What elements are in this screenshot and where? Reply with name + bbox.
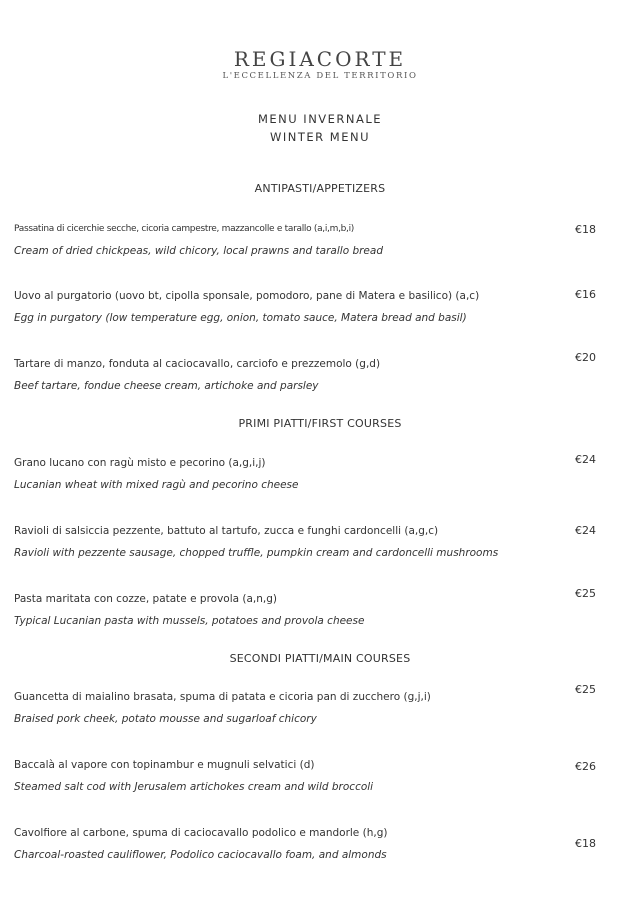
menu-title xyxy=(0,110,640,146)
dish-price: €16 xyxy=(575,288,596,301)
menu-item xyxy=(14,357,574,393)
menu-item xyxy=(14,222,574,258)
dish-price: €18 xyxy=(575,837,596,850)
dish-name-italian: Passatina di cicerchie secche, cicoria campestre, mazzancolle e tarallo (a,i,m,b,i) xyxy=(14,224,355,234)
dish-price: €24 xyxy=(575,453,596,466)
menu-item xyxy=(14,289,574,325)
section-title-main-courses: SECONDI PIATTI/MAIN COURSES xyxy=(229,652,411,665)
dish-name-english: Braised pork cheek, potato mousse and sugarloaf chicory xyxy=(14,713,317,725)
dish-name-italian: Guancetta di maialino brasata, spuma di patata e cicoria pan di zucchero (g,j,i) xyxy=(14,691,431,703)
brand-header xyxy=(0,48,640,82)
dish-name-italian: Baccalà al vapore con topinambur e mugnuli selvatici (d) xyxy=(14,759,315,771)
dish-name-english: Charcoal-roasted cauliflower, Podolico caciocavallo foam, and almonds xyxy=(14,849,387,861)
dish-name-english: Typical Lucanian pasta with mussels, potatoes and provola cheese xyxy=(14,615,365,627)
dish-price: €25 xyxy=(575,683,596,696)
dish-name-english: Egg in purgatory (low temperature egg, onion, tomato sauce, Matera bread and basil) xyxy=(14,312,467,324)
dish-name-italian: Ravioli di salsiccia pezzente, battuto al tartufo, zucca e funghi cardoncelli (a,g,c) xyxy=(14,525,439,537)
menu-title-italian: MENU INVERNALE xyxy=(257,112,383,126)
section-title-appetizers: ANTIPASTI/APPETIZERS xyxy=(254,182,386,195)
dish-name-english: Cream of dried chickpeas, wild chicory, local prawns and tarallo bread xyxy=(14,245,383,257)
dish-name-english: Lucanian wheat with mixed ragù and pecorino cheese xyxy=(14,479,299,491)
menu-title-english: WINTER MENU xyxy=(269,130,370,144)
menu-item xyxy=(14,592,574,628)
menu-item xyxy=(14,456,574,492)
brand-name: REGIACORTE xyxy=(233,47,407,71)
dish-price: €24 xyxy=(575,524,596,537)
dish-price: €20 xyxy=(575,351,596,364)
dish-name-english: Beef tartare, fondue cheese cream, artichoke and parsley xyxy=(14,380,319,392)
dish-name-italian: Grano lucano con ragù misto e pecorino (a,g,i,j) xyxy=(14,457,266,469)
dish-name-italian: Cavolfiore al carbone, spuma di caciocavallo podolico e mandorle (h,g) xyxy=(14,827,388,839)
dish-name-italian: Tartare di manzo, fonduta al caciocavallo, carciofo e prezzemolo (g,d) xyxy=(14,358,381,370)
menu-item xyxy=(14,826,574,862)
dish-price: €26 xyxy=(575,760,596,773)
dish-name-italian: Pasta maritata con cozze, patate e provola (a,n,g) xyxy=(14,593,278,605)
brand-tagline: L'ECCELLENZA DEL TERRITORIO xyxy=(222,71,418,81)
menu-item xyxy=(14,690,574,726)
dish-name-english: Ravioli with pezzente sausage, chopped truffle, pumpkin cream and cardoncelli mushrooms xyxy=(14,547,499,559)
menu-item xyxy=(14,758,574,794)
section-title-first-courses: PRIMI PIATTI/FIRST COURSES xyxy=(238,417,402,430)
dish-price: €18 xyxy=(575,223,596,236)
dish-price: €25 xyxy=(575,587,596,600)
dish-name-italian: Uovo al purgatorio (uovo bt, cipolla sponsale, pomodoro, pane di Matera e basilico) (a,c) xyxy=(14,290,480,302)
menu-item xyxy=(14,524,574,560)
dish-name-english: Steamed salt cod with Jerusalem artichokes cream and wild broccoli xyxy=(14,781,374,793)
